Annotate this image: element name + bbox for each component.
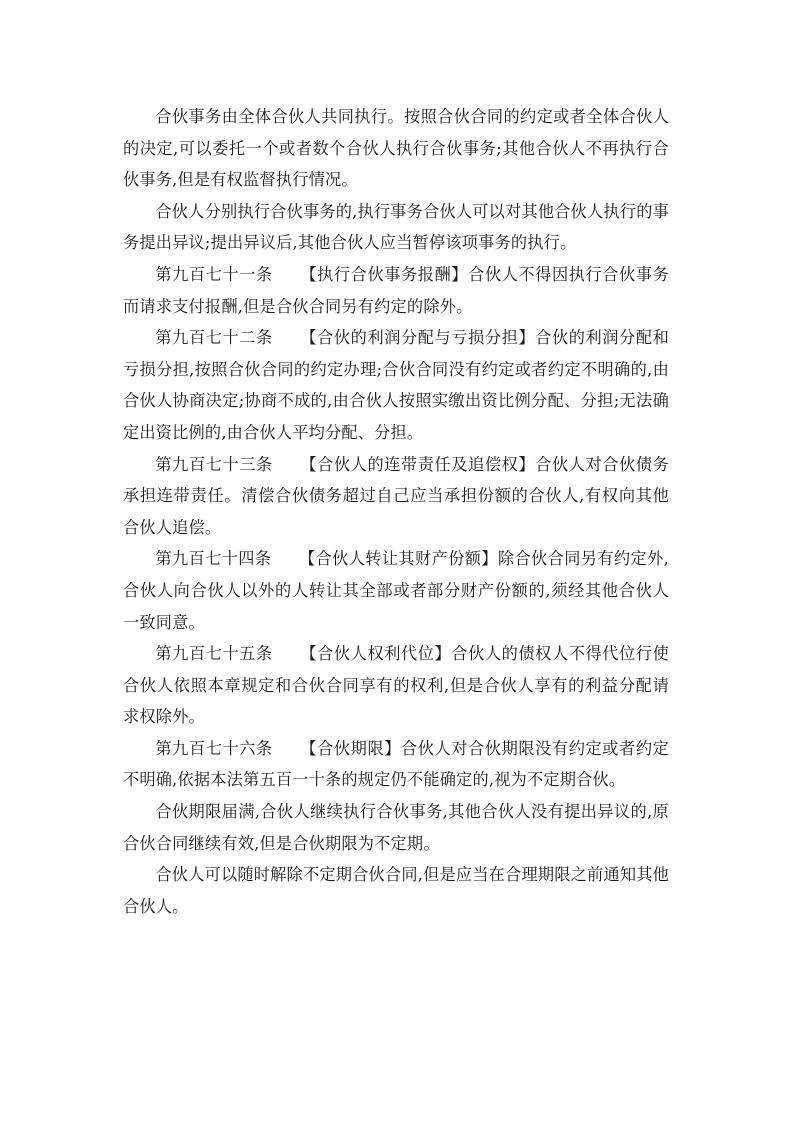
article-paragraph (123, 259, 669, 322)
paragraph (123, 859, 669, 922)
paragraph-text: 【合伙人转让其财产份额】除合伙合同另有约定外,合伙人向合伙人以外的人转让其全部或者部分财产份额的,须经其他合伙人一致同意。 (123, 549, 669, 632)
document-body (123, 101, 669, 922)
article-number: 第九百七十二条 (155, 328, 273, 348)
article-paragraph (123, 638, 669, 733)
article-paragraph (123, 733, 669, 796)
paragraph-text: 【执行合伙事务报酬】合伙人不得因执行合伙事务而请求支付报酬,但是合伙合同另有约定的除外。 (123, 264, 669, 316)
paragraph-text: 合伙人可以随时解除不定期合伙合同,但是应当在合理期限之前通知其他合伙人。 (123, 865, 669, 916)
paragraph-text: 合伙人分别执行合伙事务的,执行事务合伙人可以对其他合伙人执行的事务提出异议;提出异议后,其他合伙人应当暂停该项事务的执行。 (123, 201, 669, 253)
article-number: 第九百七十六条 (155, 738, 273, 758)
paragraph-text: 【合伙期限】合伙人对合伙期限没有约定或者约定不明确,依据本法第五百一十条的规定仍不能确定的,视为不定期合伙。 (123, 738, 669, 790)
article-paragraph (123, 449, 669, 544)
article-number: 第九百七十五条 (155, 644, 273, 664)
article-number: 第九百七十四条 (155, 549, 272, 569)
article-number: 第九百七十一条 (155, 264, 273, 284)
paragraph-text: 【合伙人的连带责任及追偿权】合伙人对合伙债务承担连带责任。清偿合伙债务超过自己应当承担份额的合伙人,有权向其他合伙人追偿。 (123, 454, 669, 537)
paragraph-text: 合伙期限届满,合伙人继续执行合伙事务,其他合伙人没有提出异议的,原合伙合同继续有效,但是合伙期限为不定期。 (123, 802, 669, 853)
article-paragraph (123, 322, 669, 448)
paragraph (123, 796, 669, 859)
paragraph-text: 合伙事务由全体合伙人共同执行。按照合伙合同的约定或者全体合伙人的决定,可以委托一个或者数个合伙人执行合伙事务;其他合伙人不再执行合伙事务,但是有权监督执行情况。 (123, 107, 669, 190)
article-number: 第九百七十三条 (155, 454, 273, 474)
paragraph (123, 196, 669, 259)
paragraph-text: 【合伙人权利代位】合伙人的债权人不得代位行使合伙人依照本章规定和合伙合同享有的权利,但是合伙人享有的利益分配请求权除外。 (123, 644, 669, 727)
paragraph (123, 101, 669, 196)
paragraph-text: 【合伙的利润分配与亏损分担】合伙的利润分配和亏损分担,按照合伙合同的约定办理;合伙合同没有约定或者约定不明确的,由合伙人协商决定;协商不成的,由合伙人按照实缴出资比例分配、分担;无法确定出资比例的,由合伙人平均分配、分担。 (123, 328, 669, 442)
article-paragraph (123, 543, 669, 638)
